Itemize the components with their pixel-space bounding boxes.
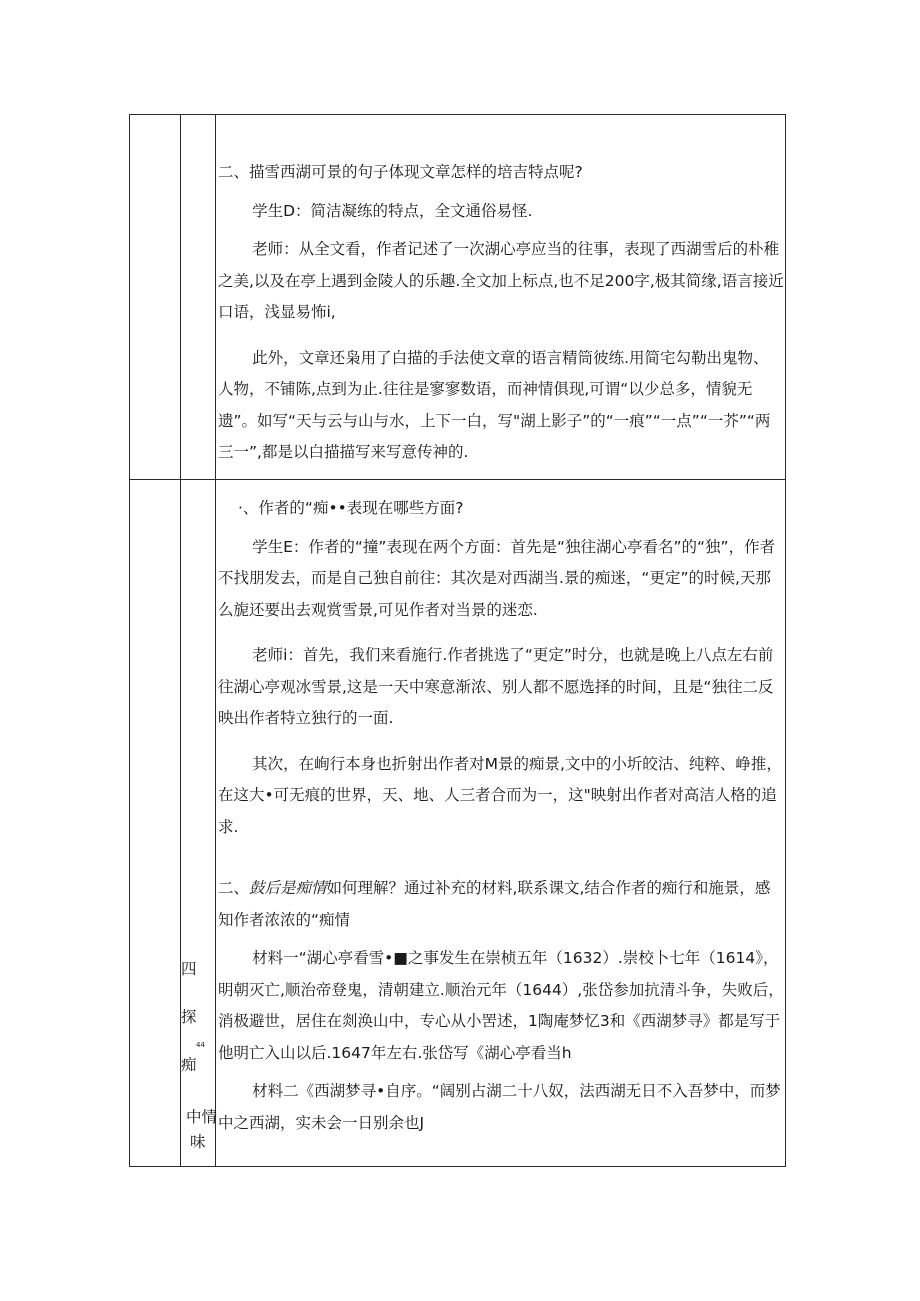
student-e-answer: 学生E：作者的“撞”表现在两个方面：首先是“独往湖心亭看名”的“独”，作者不找朋发去，而是自己独自前往：其次是对西湖当.景的痴迷，“更定”的时候,天那么旎还要出去观赏雪景,可见作者对当景的迷恋. xyxy=(218,537,776,619)
question-2-italic: 鼓后是痴情 xyxy=(249,879,327,897)
side-label-mark: 44 xyxy=(196,1041,205,1049)
question-2-prefix: 二、 xyxy=(218,879,250,897)
section-2-question-2 xyxy=(218,873,784,936)
section-2-content xyxy=(218,493,784,1139)
section-1-paragraph: 此外，文章还枭用了白描的手法使文章的语言精筒彼练.用简宅勾勒出鬼物、人物，不铺陈,点到为止.往往是寥寥数语，而神情俱现,可谓“以少总多，情貌无遗”。如写“天与云与山与水，上下一白，写"湖上影子”的“一痕”“一点”“一芥”“两三一”,都是以白描描写来写意传神的. xyxy=(218,348,771,461)
table-left-border xyxy=(129,114,130,1167)
section-2-question: ·、作者的“痴••表现在哪些方面? xyxy=(238,499,464,517)
side-label-char-5: 味 xyxy=(190,1133,206,1151)
material-2: 材料二《西湖梦寻•自序。“阔别占湖二十八奴，法西湖无日不入吾梦中，而梦中之西湖，实未会一日别余也J xyxy=(218,1082,781,1132)
section-1-question: 二、描雪西湖可景的句子体现文章怎样的培吉特点呢? xyxy=(218,163,583,181)
table-row-divider xyxy=(129,479,786,480)
side-label-char-4: 中情 xyxy=(186,1108,218,1126)
section-2-paragraph: 其次，在峋行本身也折射出作者对M景的痴景,文中的小圻皎沽、纯粹、峥推，在这大•可无痕的世界，天、地、人三者合而为一，这"映射出作者对高洁人格的追求. xyxy=(218,754,782,836)
table-right-border xyxy=(785,114,786,1167)
table-column-divider-2 xyxy=(215,114,216,1167)
table-top-border xyxy=(129,114,786,115)
section-1-content xyxy=(218,157,784,469)
teacher-comment-2: 老师i：首先，我们来看施行.作者挑选了“更定”时分，也就是晚上八点左右前往湖心亭观冰雪景,这是一天中寒意渐浓、别人都不愿选择的时间，且是“独往二反映出作者特立独行的一面. xyxy=(218,646,774,727)
side-label-char-1: 四 xyxy=(181,960,197,978)
question-2-rest: 如何理解？通过补充的材料,联系课文,结合作者的痴行和施景，感知作者浓浓的“痴情 xyxy=(218,879,771,929)
material-1: 材料一“湖心亭看雪•■之事发生在崇桢五年（1632）.崇校卜七年（1614》，明朝灭亡,顺治帝登鬼，清朝建立.顺治元年（1644）,张岱参加抗清斗争，失败后，消极避世，居住在剡涣山中，专心从小罟述，1陶庵梦忆3和《西湖梦寻》都是写于他明亡入山以后.1647年左右.张岱写《湖心亭看当h xyxy=(218,949,784,1062)
student-d-answer: 学生D：简洁凝练的特点，全文通俗易怪. xyxy=(252,201,533,220)
teacher-comment-1: 老师：从全文看，作者记述了一次湖心亭应当的往事，表现了西湖雪后的朴稚之美,以及在亭上遇到金陵人的乐趣.全文加上标点,也不足200字,极其简缘,语言接近口语，浅显易怖i, xyxy=(218,240,784,321)
side-label-char-2: 探 xyxy=(181,1008,197,1026)
table-bottom-border xyxy=(129,1166,786,1167)
side-label-char-3: 痴 xyxy=(181,1056,197,1074)
